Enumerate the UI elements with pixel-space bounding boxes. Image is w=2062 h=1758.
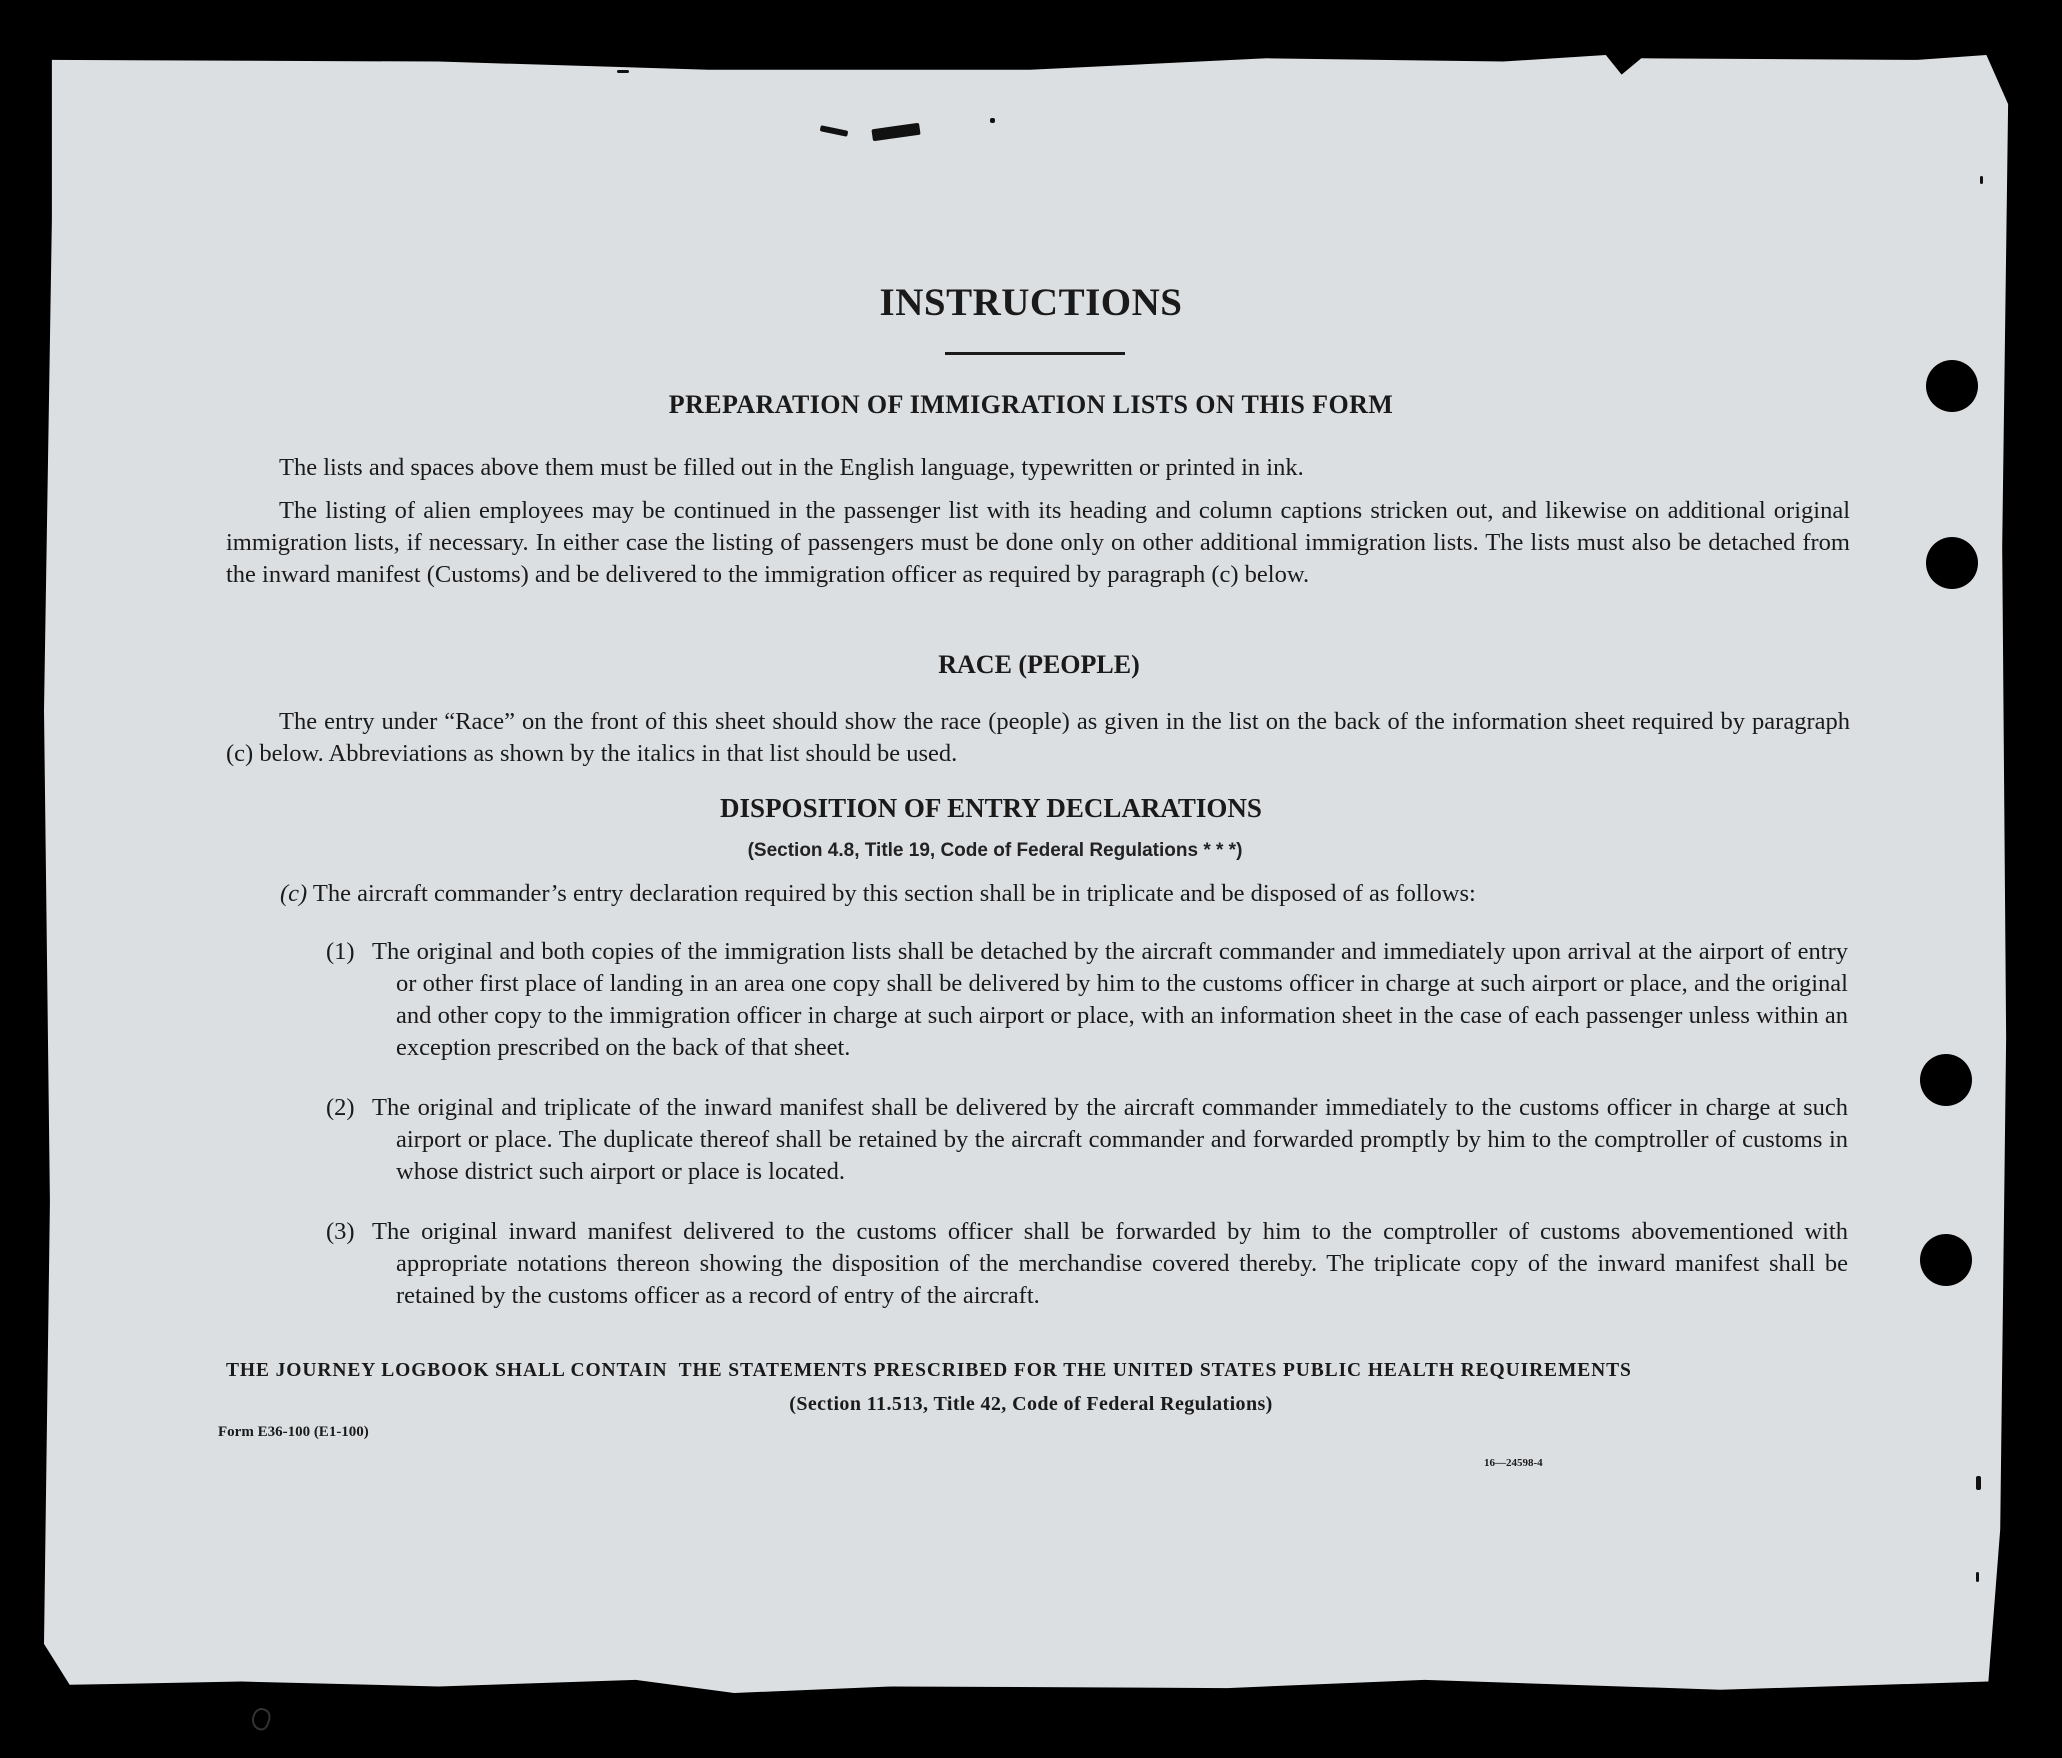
scan-speck (1976, 1572, 1979, 1582)
disposition-citation: (Section 4.8, Title 19, Code of Federal Regulations * * *) (747, 840, 1243, 861)
disposition-intro-marker: (c) (280, 880, 308, 907)
punch-hole (1920, 1234, 1972, 1286)
disposition-item-1 (326, 936, 1848, 1064)
scan-speck (617, 70, 629, 73)
pencil-mark (249, 1706, 273, 1733)
section-heading-race: RACE (PEOPLE) (938, 650, 1140, 679)
item-number: (1) (326, 938, 355, 965)
scan-speck (1980, 176, 1983, 184)
item-text: The original inward manifest delivered to the customs officer shall be forwarded by him to the comptroller of customs abovementioned with appropriate notations thereon showing the disposition of the merchandise covered thereby. The triplicate copy of the inward manifest shall be retained by the customs officer as a record of entry of the aircraft. (372, 1218, 1848, 1309)
section-heading-preparation: PREPARATION OF IMMIGRATION LISTS ON THIS FORM (668, 390, 1394, 419)
race-paragraph: The entry under “Race” on the front of this sheet should show the race (people) as given in the list on the back of the information sheet required by paragraph (c) below. Abbreviations as shown by the italics in that list should be used. (226, 708, 1850, 767)
section-heading-disposition: DISPOSITION OF ENTRY DECLARATIONS (720, 793, 1262, 823)
item-text: The original and both copies of the immigration lists shall be detached by the aircraft commander and immediately upon arrival at the airport of entry or other first place of landing in an area one copy shall be delivered by him to the customs officer in charge at such airport or place, and the original and other copy to the immigration officer in charge at such airport or place, with an information sheet in the case of each passenger unless within an exception prescribed on the back of that sheet. (372, 938, 1848, 1061)
health-statement: THE JOURNEY LOGBOOK SHALL CONTAIN THE STATEMENTS PRESCRIBED FOR THE UNITED STATES PUBLIC HEALTH REQUIREMENTS (226, 1360, 1632, 1381)
disposition-item-3 (326, 1216, 1848, 1312)
preparation-paragraph-1: The lists and spaces above them must be filled out in the English language, typewritten or printed in ink. (279, 454, 1304, 481)
preparation-paragraph-2: The listing of alien employees may be continued in the passenger list with its heading and column captions stricken out, and likewise on additional original immigration lists, if necessary. In either case the listing of passengers must be done only on other additional immigration lists. The lists must also be detached from the inward manifest (Customs) and be delivered to the immigration officer as required by paragraph (c) below. (226, 497, 1850, 588)
print-code: 16—24598-4 (1484, 1457, 1543, 1469)
item-number: (2) (326, 1094, 355, 1121)
disposition-intro (280, 878, 1860, 910)
item-number: (3) (326, 1218, 355, 1245)
title-underline (945, 352, 1125, 355)
disposition-intro-text: The aircraft commander’s entry declaration required by this section shall be in triplicate and be disposed of as follows: (312, 880, 1476, 907)
scan-speck (1976, 1476, 1981, 1490)
punch-hole (1926, 537, 1978, 589)
form-number: Form E36-100 (E1-100) (218, 1424, 369, 1440)
health-citation: (Section 11.513, Title 42, Code of Federal Regulations) (789, 1393, 1273, 1415)
scan-speck (990, 118, 995, 123)
punch-hole (1920, 1054, 1972, 1106)
disposition-item-2 (326, 1092, 1848, 1188)
page-title: INSTRUCTIONS (879, 281, 1183, 324)
item-text: The original and triplicate of the inward manifest shall be delivered by the aircraft commander immediately to the customs officer in charge at such airport or place. The duplicate thereof shall be retained by the aircraft commander and forwarded promptly by him to the comptroller of customs in whose district such airport or place is located. (372, 1094, 1848, 1185)
